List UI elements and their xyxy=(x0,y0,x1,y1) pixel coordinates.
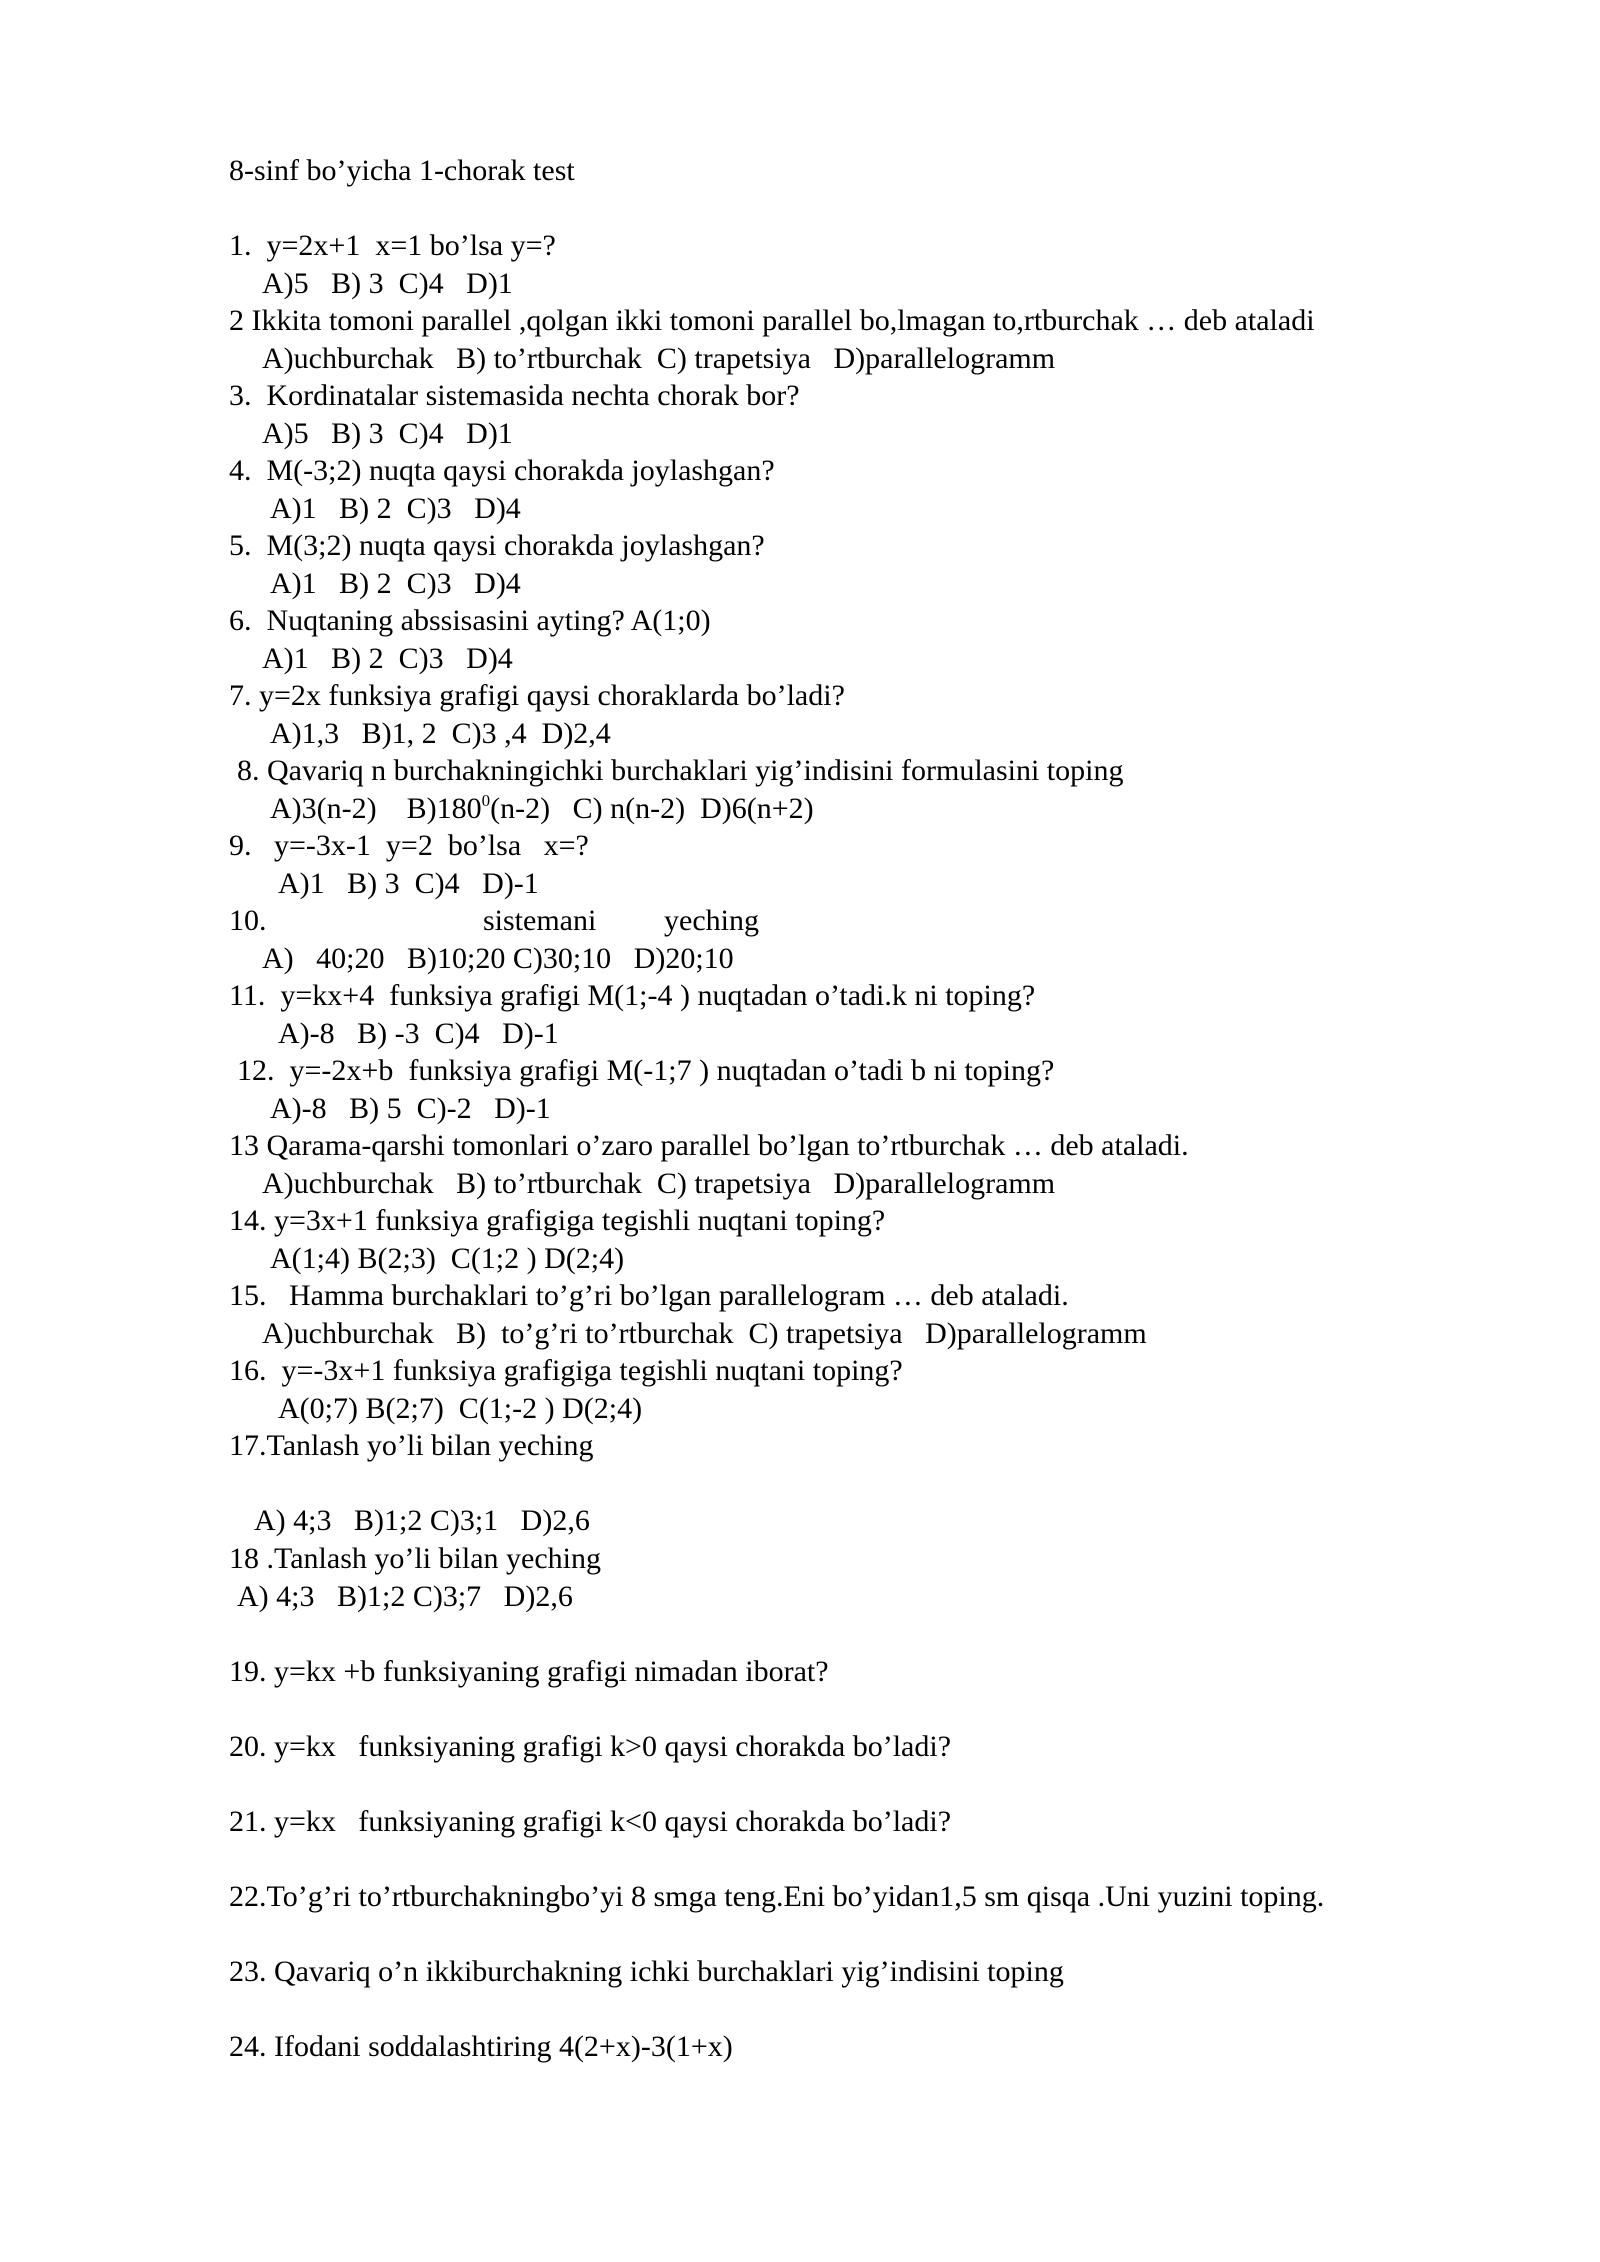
answers-17: A) 4;3 B)1;2 C)3;1 D)2,6 xyxy=(254,1504,590,1537)
question-2: 2 Ikkita tomoni parallel ,qolgan ikki tomoni parallel bo,lmagan to,rtburchak … deb ataladi xyxy=(229,304,1315,337)
question-11: 11. y=kx+4 funksiya grafigi M(1;-4 ) nuqtadan o’tadi.k ni toping? xyxy=(229,979,1036,1012)
question-14: 14. y=3x+1 funksiya grafigiga tegishli nuqtani toping? xyxy=(229,1204,886,1237)
answers-15: A)uchburchak B) to’g’ri to’rtburchak C) trapetsiya D)parallelogramm xyxy=(262,1317,1147,1350)
answers-3: A)5 B) 3 C)4 D)1 xyxy=(262,417,513,450)
question-19: 19. y=kx +b funksiyaning grafigi nimadan iborat? xyxy=(229,1655,829,1688)
question-3: 3. Kordinatalar sistemasida nechta chorak bor? xyxy=(229,379,800,412)
question-6: 6. Nuqtaning abssisasini ayting? A(1;0) xyxy=(229,604,711,637)
answers-4: A)1 B) 2 C)3 D)4 xyxy=(270,492,521,525)
answers-2: A)uchburchak B) to’rtburchak C) trapetsiya D)parallelogramm xyxy=(262,342,1056,375)
answers-18: A) 4;3 B)1;2 C)3;7 D)2,6 xyxy=(237,1580,573,1613)
question-15: 15. Hamma burchaklari to’g’ri bo’lgan parallelogram … deb ataladi. xyxy=(229,1279,1069,1312)
question-21: 21. y=kx funksiyaning grafigi k<0 qaysi chorakda bo’ladi? xyxy=(229,1805,952,1838)
question-24: 24. Ifodani soddalashtiring 4(2+x)-3(1+x) xyxy=(229,2030,733,2063)
question-13: 13 Qarama-qarshi tomonlari o’zaro parallel bo’lgan to’rtburchak … deb ataladi. xyxy=(229,1129,1189,1162)
answers-5: A)1 B) 2 C)3 D)4 xyxy=(270,567,521,600)
question-18: 18 .Tanlash yo’li bilan yeching xyxy=(229,1542,601,1575)
question-7: 7. y=2x funksiya grafigi qaysi choraklarda bo’ladi? xyxy=(229,679,845,712)
question-17: 17.Tanlash yo’li bilan yeching xyxy=(229,1429,594,1462)
question-12: 12. y=-2x+b funksiya grafigi M(-1;7 ) nuqtadan o’tadi b ni toping? xyxy=(237,1054,1055,1087)
question-5: 5. M(3;2) nuqta qaysi chorakda joylashgan? xyxy=(229,529,765,562)
document-title: 8-sinf bo’yicha 1-chorak test xyxy=(229,154,575,187)
answers-10: A) 40;20 B)10;20 C)30;10 D)20;10 xyxy=(262,942,734,975)
question-10-word-solve: yeching xyxy=(664,904,759,937)
answers-13: A)uchburchak B) to’rtburchak C) trapetsiya D)parallelogramm xyxy=(262,1167,1056,1200)
question-16: 16. y=-3x+1 funksiya grafigiga tegishli nuqtani toping? xyxy=(229,1354,903,1387)
answers-6: A)1 B) 2 C)3 D)4 xyxy=(262,642,513,675)
answers-12: A)-8 B) 5 C)-2 D)-1 xyxy=(270,1092,551,1125)
answers-7: A)1,3 B)1, 2 C)3 ,4 D)2,4 xyxy=(270,717,611,750)
degree-superscript: 0 xyxy=(481,791,491,810)
answers-1: A)5 B) 3 C)4 D)1 xyxy=(262,267,513,300)
question-20: 20. y=kx funksiyaning grafigi k>0 qaysi chorakda bo’ladi? xyxy=(229,1730,952,1763)
question-1: 1. y=2x+1 x=1 bo’lsa y=? xyxy=(229,229,556,262)
answers-14: A(1;4) B(2;3) C(1;2 ) D(2;4) xyxy=(270,1242,625,1275)
question-22: 22.To’g’ri to’rtburchakningbo’yi 8 smga teng.Eni bo’yidan1,5 sm qisqa .Uni yuzini toping. xyxy=(229,1880,1325,1913)
question-10-number: 10. xyxy=(229,904,267,937)
answers-8-end: (n-2) C) n(n-2) D)6(n+2) xyxy=(490,792,814,825)
answers-8 xyxy=(270,791,814,827)
question-10-word-system: sistemani xyxy=(483,904,597,937)
question-23: 23. Qavariq o’n ikkiburchakning ichki burchaklari yig’indisini toping xyxy=(229,1955,1064,1988)
answers-11: A)-8 B) -3 C)4 D)-1 xyxy=(278,1017,559,1050)
answers-16: A(0;7) B(2;7) C(1;-2 ) D(2;4) xyxy=(278,1392,643,1425)
answers-8-start: A)3(n-2) B)180 xyxy=(270,792,482,825)
answers-9: A)1 B) 3 C)4 D)-1 xyxy=(278,867,539,900)
question-4: 4. M(-3;2) nuqta qaysi chorakda joylashgan? xyxy=(229,454,775,487)
question-9: 9. y=-3x-1 y=2 bo’lsa x=? xyxy=(229,829,589,862)
question-8: 8. Qavariq n burchakningichki burchaklari yig’indisini formulasini toping xyxy=(237,754,1124,787)
